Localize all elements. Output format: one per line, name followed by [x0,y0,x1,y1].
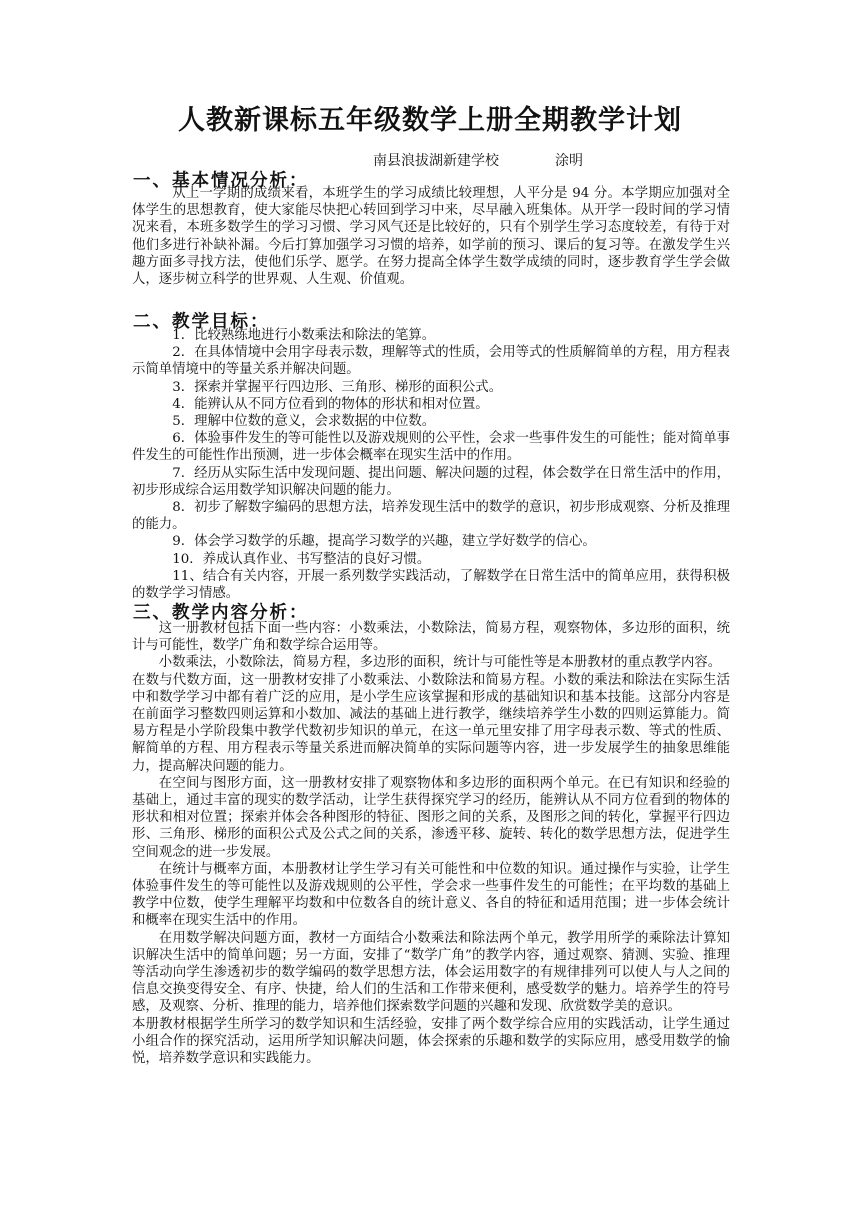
school-name: 南县浪拔湖新建学校 [373,153,499,169]
paragraph: 在用数学解决问题方面，教材一方面结合小数乘法和除法两个单元，教学用所学的乘除法计算知识解决生活中的简单问题；另一方面，安排了“数学广角”的教学内容，通过观察、猜测、实验、推理等活动向学生渗透初步的数学编码的数学思想方法，体会运用数字的有规律排列可以使人与人之间的信息交换变得安全、有序、快捷，给人们的生活和工作带来便利，感受数学的魅力。培养学生的符号感，及观察、分析、推理的能力，培养他们探索数学问题的兴趣和发现、欣赏数学美的意识。 [132,930,730,1015]
goal-item: 1．比较熟练地进行小数乘法和除法的笔算。 [172,328,436,343]
section-heading-goals: 二、教学目标： [133,312,270,332]
section-heading-content: 三、教学内容分析： [133,603,309,623]
author-line [373,150,583,170]
paragraph: 这一册教材包括下面一些内容：小数乘法，小数除法，简易方程，观察物体，多边形的面积，统计与可能性，数学广角和数学综合运用等。 [132,621,730,654]
goal-item: 8．初步了解数字编码的思想方法，培养发现生活中的数学的意识，初步形成观察、分析及推理的能力。 [132,500,730,533]
goal-item: 11、结合有关内容，开展一系列数学实践活动，了解数学在日常生活中的简单应用，获得积极的数学学习情感。 [132,568,730,602]
section-basic-body [132,185,730,288]
goal-item: 9．体会学习数学的乐趣，提高学习数学的兴趣，建立学好数学的信心。 [172,534,596,550]
paragraph: 在数与代数方面，这一册教材安排了小数乘法、小数除法和简易方程。小数的乘法和除法在实际生活中和数学学习中都有着广泛的应用，是小学生应该掌握和形成的基础知识和基本技能。这部分内容是在前面学习整数四则运算和小数加、减法的基础上进行教学，继续培养学生小数的四则运算能力。简易方程是小学阶段集中教学代数初步知识的单元，在这一单元里安排了用字母表示数、等式的性质、解简单的方程、用方程表示等量关系进而解决简单的实际问题等内容，进一步发展学生的抽象思维能力，提高解决问题的能力。 [132,672,730,774]
paragraph: 在统计与概率方面，本册教材让学生学习有关可能性和中位数的知识。通过操作与实验，让学生体验事件发生的等可能性以及游戏规则的公平性，学会求一些事件发生的可能性；在平均数的基础上教学中位数，使学生理解平均数和中位数各自的统计意义、各自的特征和适用范围；进一步体会统计和概率在现实生活中的作用。 [132,861,730,929]
paragraph: 小数乘法，小数除法，简易方程，多边形的面积，统计与可能性等是本册教材的重点教学内容。 [158,655,722,671]
paragraph: 从上一学期的成绩来看，本班学生的学习成绩比较理想，人平分是 94 分。本学期应加强对全体学生的思想教育，使大家能尽快把心转回到学习中来，尽早融入班集体。从开学一段时间的学习情况来看，本班多数学生的学习习惯、学习风气还是比较好的，只有个别学生学习态度较差，有待于对他们多进行补缺补漏。今后打算加强学习习惯的培养，如学前的预习、课后的复习等。在激发学生兴趣方面多寻找方法，使他们乐学、愿学。在努力提高全体学生数学成绩的同时，逐步教育学生学会做人，逐步树立科学的世界观、人生观、价值观。 [132,186,730,288]
document-title: 人教新课标五年级数学上册全期教学计划 [178,105,682,136]
section-goals-body [132,327,730,602]
paragraph: 本册教材根据学生所学习的数学知识和生活经验，安排了两个数学综合应用的实践活动，让学生通过小组合作的探究活动，运用所学知识解决问题，体会探索的乐趣和数学的实际应用，感受用数学的愉悦，培养数学意识和实践能力。 [132,1016,730,1067]
goal-item: 4．能辨认从不同方位看到的物体的形状和相对位置。 [172,396,489,412]
paragraph: 在空间与图形方面，这一册教材安排了观察物体和多边形的面积两个单元。在已有知识和经验的基础上，通过丰富的现实的数学活动，让学生获得探究学习的经历，能辨认从不同方位看到的物体的形状和相对位置；探索并体会各种图形的特征、图形之间的关系，及图形之间的转化，掌握平行四边形、三角形、梯形的面积公式及公式之间的关系，渗透平移、旋转、转化的数学思想方法，促进学生空间观念的进一步发展。 [132,775,730,860]
goal-item: 3．探索并掌握平行四边形、三角形、梯形的面积公式。 [172,379,503,395]
goal-item: 6．体验事件发生的等可能性以及游戏规则的公平性，会求一些事件发生的可能性；能对简单事件发生的可能性作出预测，进一步体会概率在现实生活中的作用。 [132,431,730,464]
goal-item: 7．经历从实际生活中发现问题、提出问题、解决问题的过程，体会数学在日常生活中的作用，初步形成综合运用数学知识解决问题的能力。 [132,465,730,498]
goal-item: 2．在具体情境中会用字母表示数，理解等式的性质，会用等式的性质解简单的方程，用方程表示简单情境中的等量关系并解决问题。 [132,345,730,378]
goal-item: 5．理解中位数的意义，会求数据的中位数。 [172,414,436,430]
goal-item: 10．养成认真作业、书写整洁的良好习惯。 [172,551,431,567]
section-heading-basic: 一、基本情况分析： [133,171,309,191]
section-content-body [132,620,730,1067]
author-name: 涂明 [555,153,583,169]
